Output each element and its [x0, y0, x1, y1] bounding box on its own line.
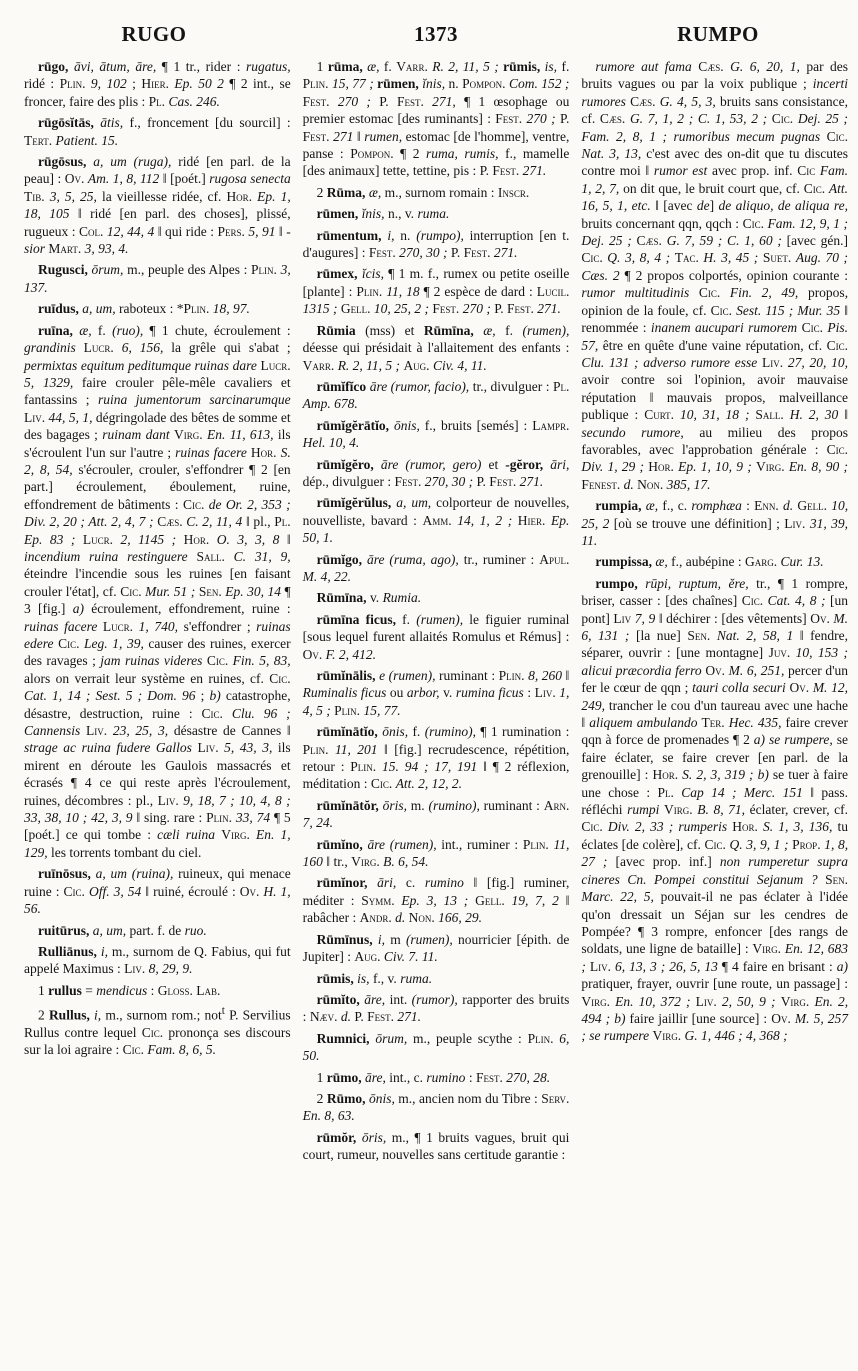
dictionary-entry: 1 rūma, æ, f. Varr. R. 2, 11, 5 ; rūmis, is, f. Plin. 15, 77 ; rūmen, ĭnis, n. Pompon. Com. 152 ; Fest. 270 ; P. Fest. 271, ¶ 1 œsophage ou premier estomac [des ruminants] : Fest. 270 ; P. Fest. 271 ‖ rumen, estomac [de l'homme], ventre, panse : Pompon. ¶ 2 ruma, rumis, f., mamelle [des animaux] tette, tettine, pis : P. Fest. 271. — [302, 59, 570, 179]
dictionary-entry: rūgōsus, a, um (ruga), ridé [en parl. de la peau] : Ov. Am. 1, 8, 112 ‖ [poét.] rugosa senecta Tib. 3, 5, 25, la vieillesse ridée, cf. Hor. Ep. 1, 18, 105 ‖ ridé [en parl. des choses], plissé, rugueux : Col. 12, 44, 4 ‖ qui ride : Pers. 5, 91 ‖ -sior Mart. 3, 93, 4. — [24, 154, 291, 257]
dictionary-entry: rūmĭfĭco āre (rumor, facio), tr., divulguer : Pl. Amp. 678. — [302, 378, 570, 412]
dictionary-entry: 2 Rūma, æ, m., surnom romain : Inscr. — [316, 184, 530, 200]
dictionary-entry: rumpo, rūpi, ruptum, ĕre, tr., ¶ 1 rompre, briser, casser : [des chaînes] Cic. Cat. 4, 8 ; [un pont] Liv 7, 9 ‖ déchirer : [des vêtements] Ov. M. 6, 131 ; [la nue] Sen. Nat. 2, 58, 1 ‖ fendre, séparer, ouvrir : [une montagne] Juv. 10, 153 ; alicui præcordia ferro Ov. M. 6, 251, percer d'un fer le cœur de qqn ; tauri colla securi Ov. M. 12, 249, trancher le cou d'un taureau avec une hache ‖ aliquem ambulando Ter. Hec. 435, faire crever qqn à force de promenades ¶ 2 a) se rumpere, se faire éclater, se faire crever [en parl. de la grenouille] : Hor. S. 2, 3, 319 ; b) se tuer à faire une chose : Pl. Cap 14 ; Merc. 151 ‖ pass. réfléchi rumpi Virg. B. 8, 71, éclater, crever, cf. Cic. Div. 2, 33 ; rumperis Hor. S. 1, 3, 136, tu éclates [de colère], cf. Cic. Q. 3, 9, 1 ; Prop. 1, 8, 27 ; [avec prop. inf.] non rumperetur supra cineres Cn. Pompei constitui Sejanum ? Sen. Marc. 22, 5, pouvait-il ne pas éclater à l'idée qu'on dressait un Séjan sur les cendres de Pompée? ¶ 3 rompre, enfoncer [des rangs de soldats, une ligne de bataille] : Virg. En. 12, 683 ; Liv. 6, 13, 3 ; 26, 5, 13 ¶ 4 faire en brisant : a) pratiquer, frayer, ouvrir [une route, un passage] : Virg. En. 10, 372 ; Liv. 2, 50, 9 ; Virg. En. 2, 494 ; b) faire jaillir [une source] : Ov. M. 5, 257 ; se rumpere Virg. G. 1, 446 ; 4, 368 ; — [581, 575, 849, 1044]
dictionary-entry: ruīdus, a, um, raboteux : *Plin. 18, 97. — [38, 301, 250, 317]
dictionary-entry: rūmex, ĭcis, ¶ 1 m. f., rumex ou petite oseille [plante] : Plin. 11, 18 ¶ 2 espèce de dard : Lucil. 1315 ; Gell. 10, 25, 2 ; Fest. 270 ; P. Fest. 271. — [302, 266, 570, 317]
dictionary-entry: 1 rūmo, āre, int., c. rumino : Fest. 270, 28. — [316, 1069, 551, 1085]
dictionary-entry: Rumnici, ōrum, m., peuple scythe : Plin. 6, 50. — [302, 1030, 570, 1064]
dictionary-entry: rūmĭgĕrŭlus, a, um, colporteur de nouvelles, nouvelliste, bavard : Amm. 14, 1, 2 ; Hier. Ep. 50, 1. — [302, 495, 570, 546]
dictionary-entry: rūmīna ficus, f. (rumen), le figuier ruminal [sous lequel furent allaités Romulus et Rémus] : Ov. F. 2, 412. — [302, 611, 570, 662]
dictionary-entry: Rūmīnus, i, m (rumen), nourricier [épith. de Jupiter] : Aug. Civ. 7. 11. — [302, 931, 570, 965]
dictionary-entry: rūmĭnor, āri, c. rumino ‖ [fig.] ruminer, méditer : Symm. Ep. 3, 13 ; Gell. 19, 7, 2 ‖ rabâcher : Andr. d. Non. 166, 29. — [302, 875, 570, 926]
dictionary-entry: rūmentum, i, n. (rumpo), interruption [en t. d'augures] : Fest. 270, 30 ; P. Fest. 271. — [302, 227, 570, 261]
dictionary-entry: ruīnōsus, a, um (ruina), ruineux, qui menace ruine : Cic. Off. 3, 54 ‖ ruiné, écroulé : Ov. H. 1, 56. — [24, 866, 291, 917]
dictionary-entry: rūmĭnātŏr, ōris, m. (rumino), ruminant : Arn. 7, 24. — [302, 797, 570, 831]
dictionary-entry: rūmĭgĕro, āre (rumor, gero) et -gĕror, āri, dép., divulguer : Fest. 270, 30 ; P. Fest. 271. — [302, 456, 570, 489]
dictionary-entry: rūmĭno, āre (rumen), int., ruminer : Plin. 11, 160 ‖ tr., Virg. B. 6, 54. — [302, 836, 570, 870]
dictionary-entry: 1 rullus = mendicus : Gloss. Lab. — [38, 982, 221, 998]
dictionary-entry: rūmĭnātĭo, ōnis, f. (rumino), ¶ 1 rumination : Plin. 11, 201 ‖ [fig.] recrudescence, répétition, retour : Plin. 15. 94 ; 17, 191 ‖ ¶ 2 réflexion, méditation : Cic. Att. 2, 12, 2. — [302, 724, 570, 792]
dictionary-entry: rūmĭgo, āre (ruma, ago), tr., ruminer : Apul. M. 4, 22. — [302, 551, 570, 584]
header-left-guideword: RUGO — [121, 22, 187, 46]
dictionary-entry: rumpia, æ, f., c. romphæa : Enn. d. Gell. 10, 25, 2 [où se trouve une définition] ; Liv. 31, 39, 11. — [581, 498, 849, 548]
column-3 — [581, 58, 848, 1168]
dictionary-entry: ruīna, æ, f. (ruo), ¶ 1 chute, écroulement : grandinis Lucr. 6, 156, la grêle qui s'abat ; permixtas equitum peditumque ruinas dare Lucr. 5, 1329, faire crouler pêle-mêle cavaliers et fantassins ; ruina jumentorum sarcinarumque Liv. 44, 5, 1, dégringolade des bêtes de somme et des bagages ; ruinam dant Virg. En. 11, 613, ils s'écroulent l'un sur l'autre ; ruinas facere Hor. S. 2, 8, 54, s'écrouler, crouler, s'effondrer ¶ 2 [en part.] écroulement, éboulement, ruine, effondrement de bâtiments : Cic. de Or. 2, 353 ; Div. 2, 20 ; Att. 2, 4, 7 ; Cæs. C. 2, 11, 4 ‖ pl., Pl. Ep. 83 ; Lucr. 2, 1145 ; Hor. O. 3, 3, 8 ‖ incendium ruina restinguere Sall. C. 31, 9, éteindre l'incendie sous les ruines [en faisant crouler l'état], cf. Cic. Mur. 51 ; Sen. Ep. 30, 14 ¶ 3 [fig.] a) écroulement, effondrement, ruine : ruinas facere Lucr. 1, 740, s'effondrer ; ruinas edere Cic. Leg. 1, 39, causer des ruines, exercer des ravages ; jam ruinas videres Cic. Fin. 5, 83, alors on verrait leur système en ruines, cf. Cic. Cat. 1, 14 ; Sest. 5 ; Dom. 96 ; b) catastrophe, désastre, destruction, ruine : Cic. Clu. 96 ; Cannensis Liv. 23, 25, 3, désastre de Cannes ‖ strage ac ruina fudere Gallos Liv. 5, 43, 3, ils mirent en déroute les Gaulois massacrés et écrasés ¶ 4 ce qui reste après l'écroulement, ruines, décombres : pl., Liv. 9, 18, 7 ; 10, 4, 8 ; 33, 38, 10 ; 42, 3, 9 ‖ sing. rare : Plin. 33, 74 ¶ 5 [poét.] ce qui tombe : cæli ruina Virg. En. 1, 129, les torrents tombant du ciel. — [24, 322, 291, 860]
dictionary-entry: rūgo, āvi, ātum, āre, ¶ 1 tr., rider : rugatus, ridé : Plin. 9, 102 ; Hier. Ep. 50 2 ¶ 2 int., se froncer, faire des plis : Pl. Cas. 246. — [24, 59, 291, 109]
dictionary-entry: Rulliānus, i, m., surnom de Q. Fabius, qui fut appelé Maximus : Liv. 8, 29, 9. — [24, 943, 291, 977]
column-1 — [24, 58, 291, 1168]
dictionary-entry: ruitūrus, a, um, part. f. de ruo. — [38, 922, 207, 938]
dictionary-entry: rumpissa, æ, f., aubépine : Garg. Cur. 13. — [595, 554, 824, 570]
dictionary-entry: rūmĭgĕrātĭo, ōnis, f., bruits [semés] : Lampr. Hel. 10, 4. — [302, 417, 570, 451]
running-header — [24, 22, 848, 58]
dictionary-entry: rūmen, ĭnis, n., v. ruma. — [316, 206, 450, 222]
dictionary-entry: rumore aut fama Cæs. G. 6, 20, 1, par des bruits vagues ou par la voix publique ; incerti rumores Cæs. G. 4, 5, 3, bruits sans consistance, cf. Cæs. G. 7, 1, 2 ; C. 1, 53, 2 ; Cic. Dej. 25 ; Fam. 2, 8, 1 ; rumoribus mecum pugnas Cic. Nat. 3, 13, c'est avec des on-dit que tu discutes contre moi ‖ rumor est avec prop. inf. Cic Fam. 1, 2, 7, on dit que, le bruit court que, cf. Cic. Att. 16, 5, 1, etc. ‖ [avec de] de aliquo, de aliqua re, bruits concernant qqn, qqch : Cic. Fam. 12, 9, 1 ; Dej. 25 ; Cæs. G. 7, 59 ; C. 1, 60 ; [avec gén.] Cic. Q. 3, 8, 4 ; Tac. H. 3, 45 ; Suet. Aug. 70 ; Cæs. 2 ¶ 2 propos colportés, opinion courante : rumor multitudinis Cic. Fin. 2, 49, propos, opinion de la foule, cf. Cic. Sest. 115 ; Mur. 35 ‖ renommée : inanem aucupari rumorem Cic. Pis. 57, être en quête d'une vaine réputation, cf. Cic. Clu. 131 ; adverso rumore esse Liv. 27, 20, 10, avoir contre soi l'opinion, avoir mauvaise réputation ‖ mauvais propos, malveillance publique : Curt. 10, 31, 18 ; Sall. H. 2, 30 ‖ secundo rumore, au milieu des propos favorables, avec l'approbation générale : Cic. Div. 1, 29 ; Hor. Ep. 1, 10, 9 ; Virg. En. 8, 90 ; Fenest. d. Non. 385, 17. — [581, 59, 849, 492]
dictionary-entry: Rugusci, ōrum, m., peuple des Alpes : Plin. 3, 137. — [24, 262, 291, 295]
dictionary-entry: 2 Rūmo, ōnis, m., ancien nom du Tibre : Serv. En. 8, 63. — [302, 1090, 570, 1124]
columns — [24, 58, 848, 1168]
dictionary-entry: Rūmīna, v. Rumia. — [316, 590, 422, 606]
column-2 — [303, 58, 570, 1168]
dictionary-entry: rūmĭnālis, e (rumen), ruminant : Plin. 8, 260 ‖ Ruminalis ficus ou arbor, v. rumina ficus : Liv. 1, 4, 5 ; Plin. 15, 77. — [302, 668, 570, 718]
dictionary-entry: rūmĭto, āre, int. (rumor), rapporter des bruits : Næv. d. P. Fest. 271. — [302, 991, 570, 1025]
page-number: 1373 — [414, 22, 458, 46]
header-right-guideword: RUMPO — [677, 22, 759, 46]
dictionary-entry: Rūmia (mss) et Rūmīna, æ, f. (rumen), déesse qui présidait à l'allaitement des enfants : Varr. R. 2, 11, 5 ; Aug. Civ. 4, 11. — [302, 322, 570, 373]
dictionary-entry: rūmis, is, f., v. ruma. — [316, 970, 433, 986]
dictionary-entry: rūmŏr, ōris, m., ¶ 1 bruits vagues, bruit qui court, rumeur, nouvelles sans certitude garantie : — [302, 1129, 570, 1163]
dictionary-entry: 2 Rullus, i, m., surnom rom.; not$^t$ P. Servilius Rullus contre lequel Cic. prononça ses discours sur la loi agraire : Cic. Fam. 8, 6, 5. — [24, 1005, 291, 1058]
dictionary-entry: rūgōsĭtās, ātis, f., froncement [du sourcil] : Tert. Patient. 15. — [24, 115, 291, 148]
